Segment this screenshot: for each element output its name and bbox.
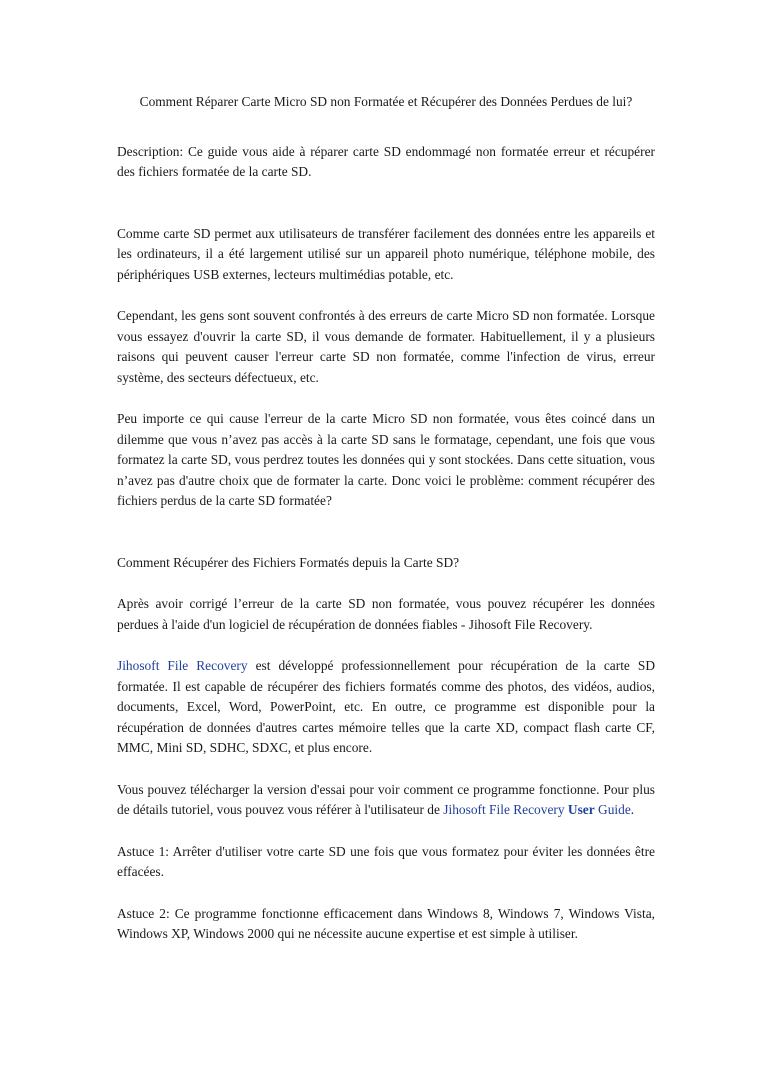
section-subheading: Comment Récupérer des Fichiers Formatés depuis la Carte SD? — [117, 554, 460, 570]
description-paragraph: Description: Ce guide vous aide à réparer carte SD endommagé non formatée erreur et récupérer des fichiers formatée de la carte SD. — [117, 143, 655, 179]
tip-1-paragraph: Astuce 1: Arrêter d'utiliser votre carte SD une fois que vous formatez pour éviter les données être effacées. — [117, 843, 655, 879]
user-guide-link-part-2[interactable]: Guide — [598, 802, 631, 817]
jihosoft-file-recovery-link[interactable]: Jihosoft File Recovery — [117, 658, 248, 673]
product-description-text: est développé professionnellement pour récupération de la carte SD formatée. Il est capable de récupérer des fichiers formatés comme des photos, des vidéos, audios, documents, Excel, Word, PowerPoint, etc. En outre, ce programme est disponible pour la récupération de données d'autres cartes mémoire telles que la carte XD, compact flash carte CF, MMC, Mini SD, SDHC, SDXC, et plus encore. — [117, 658, 655, 755]
document-body — [117, 92, 655, 945]
download-period: . — [630, 802, 635, 817]
tip-2-paragraph: Astuce 2: Ce programme fonctionne efficacement dans Windows 8, Windows 7, Windows Vista, Windows XP, Windows 2000 qui ne nécessite aucune expertise et est simple à utiliser. — [117, 905, 655, 941]
download-text: Vous pouvez télécharger la version d'essai pour voir comment ce programme fonctionne. Pour plus de détails tutoriel, vous pouvez vous référer à l'utilisateur de — [117, 781, 655, 817]
jihosoft-file-recovery-guide-link[interactable]: Jihosoft File Recovery — [443, 802, 565, 817]
dilemma-paragraph: Peu importe ce qui cause l'erreur de la carte Micro SD non formatée, vous êtes coincé dans un dilemme que vous n’avez pas accès à la carte SD sans le formatage, cependant, une fois que vous formatez la carte SD, vous perdrez toutes les données qui y sont stockées. Dans cette situation, vous n’avez pas d'autre choix que de formater la carte. Donc voici le problème: comment récupérer des fichiers perdus de la carte SD formatée? — [117, 411, 655, 508]
document-title: Comment Réparer Carte Micro SD non Formatée et Récupérer des Données Perdues de lui? — [139, 94, 633, 109]
problem-paragraph: Cependant, les gens sont souvent confrontés à des erreurs de carte Micro SD non formatée. Lorsque vous essayez d'ouvrir la carte SD, il vous demande de formater. Habituellement, il y a plusieurs raisons qui peuvent causer l'erreur carte SD non formatée, comme l'infection de virus, erreur système, des secteurs défectueux, etc. — [117, 308, 655, 385]
solution-paragraph: Après avoir corrigé l’erreur de la carte SD non formatée, vous pouvez récupérer les données perdues à l'aide d'un logiciel de récupération de données fiables - Jihosoft File Recovery. — [117, 596, 655, 632]
user-guide-link-part-1[interactable]: User — [567, 802, 595, 817]
download-paragraph — [117, 780, 655, 821]
intro-paragraph: Comme carte SD permet aux utilisateurs de transférer facilement des données entre les appareils et les ordinateurs, il a été largement utilisé sur un appareil photo numérique, téléphone mobile, des périphériques USB externes, lecteurs multimédias potable, etc. — [117, 225, 655, 282]
product-paragraph — [117, 656, 655, 759]
